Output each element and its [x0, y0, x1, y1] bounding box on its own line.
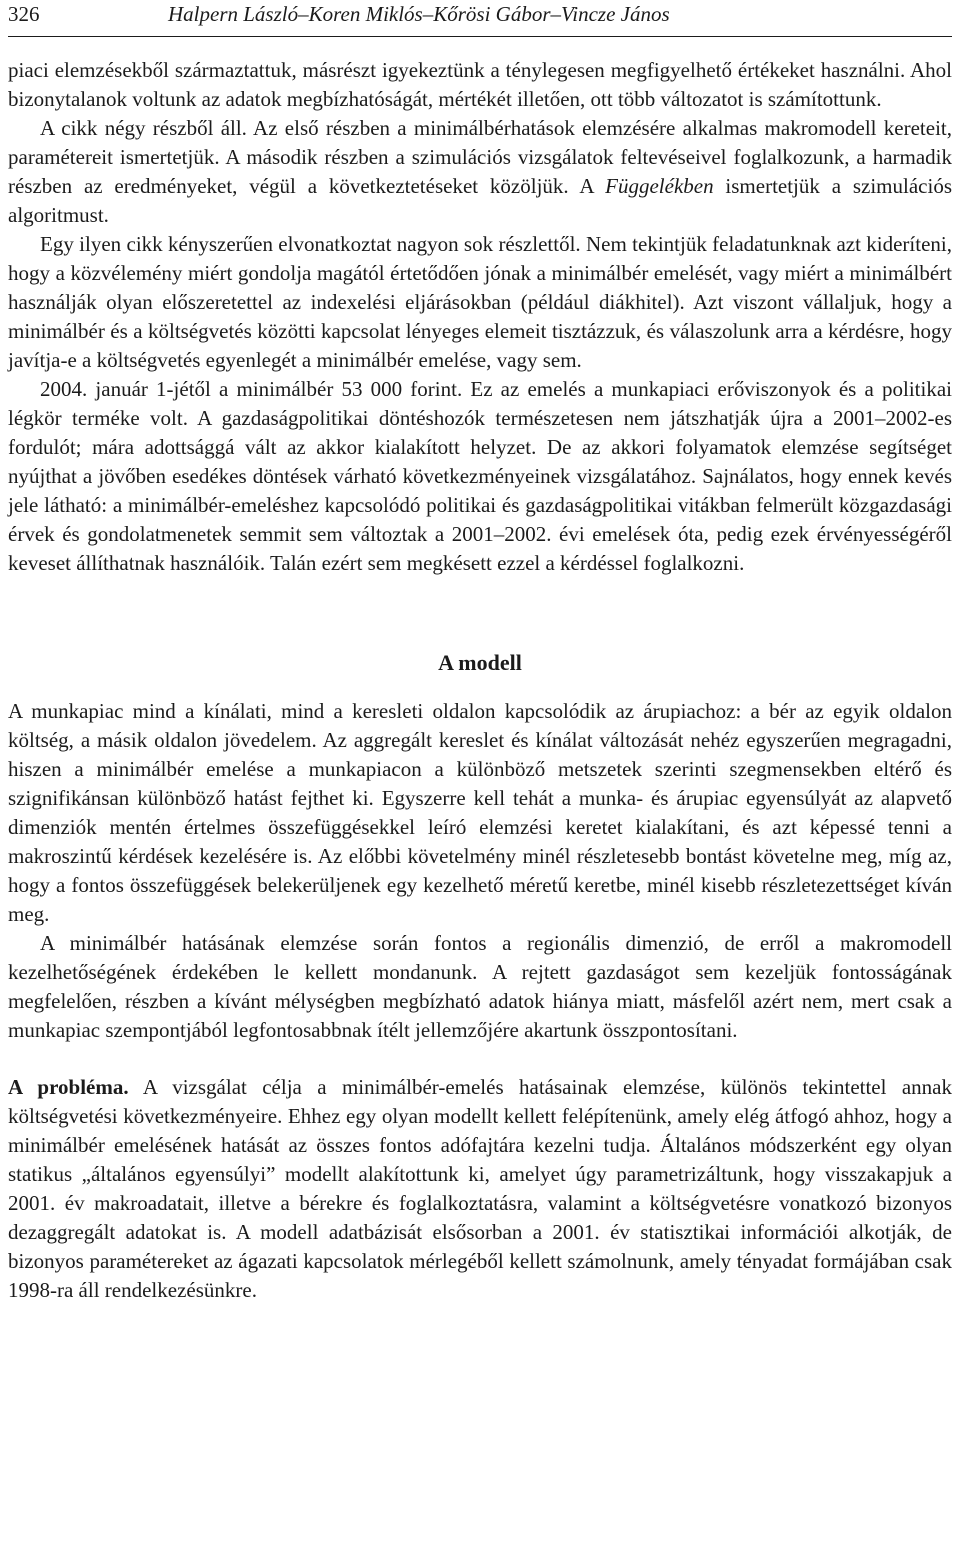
paragraph-2 — [8, 114, 952, 230]
paragraph-2-text-a: A cikk négy részből áll. Az első részben a minimálbérhatások elemzésére alkalmas makromodell kereteit, paramétereit ismertetjük. A második részben a szimulációs vizsgálatok feltevéseivel foglalkozunk, a harmadik részben az eredményeket, végül a következtetéseket közöljük. A — [8, 116, 952, 198]
paragraph-1: piaci elemzésekből származtattuk, másrészt igyekeztünk a ténylegesen megfigyelhető értékeket használni. Ahol bizonytalanok voltunk az adatok megbízhatóságát, mértékét illetően, ott több változatot is számítottunk. — [8, 58, 952, 111]
paragraph-2-text-b: ismertetjük a szimulációs algoritmust. — [8, 174, 952, 227]
problem-heading: A probléma. — [8, 1075, 129, 1099]
paragraph-7-text: A vizsgálat célja a minimálbér-emelés hatásainak elemzése, különös tekintettel annak költségvetési következményeire. Ehhez egy olyan modellt kellett felépítenünk, amely elég átfogó ahhoz, hogy a minimálbér emelésének hatását az összes fontos adófajtára kezelni tudja. Általános módszerként egy olyan statikus „általános egyensúlyi” modellt alakítottunk ki, amelyet úgy parametrizáltunk, hogy visszakapjuk a 2001. év makroadatait, illetve a bérekre és foglalkoztatásra, valamint a költségvetésre vonatkozó bizonyos dezaggregált adatokat is. A modell adatbázisát elsősorban a 2001. év statisztikai információi alkotják, de bizonyos paramétereket az ágazati kapcsolatok mérlegéből kellett számolnunk, amely tényadat formájában csak 1998-ra áll rendelkezésünkre. — [8, 1075, 952, 1302]
paragraph-3: Egy ilyen cikk kényszerűen elvonatkoztat nagyon sok részlettől. Nem tekintjük feladatunknak azt kideríteni, hogy a közvélemény miért gondolja magától értetődően jónak a minimálbér emelését, vagy miért a minimálbért használják olyan előszeretettel az indexelési eljárásokban (például diákhitel). Azt viszont vállaljuk, hogy a minimálbér és a költségvetés közötti kapcsolat lényeges elemeit tisztázzuk, és válaszolunk arra a kérdésre, hogy javítja-e a költségvetés egyenlegét a minimálbér emelése, vagy sem. — [8, 232, 952, 372]
paragraph-4: 2004. január 1-jétől a minimálbér 53 000 forint. Ez az emelés a munkapiaci erőviszonyok és a politikai légkör terméke volt. A gazdaságpolitikai döntéshozók természetesen nem játszhatják újra a 2001–2002-es fordulót; mára adottsággá vált az akkor kialakított helyzet. De az akkori folyamatok elemzése segítséget nyújthat a jövőben esedékes döntések várható következményeinek vizsgálatához. Sajnálatos, hogy ennek kevés jele látható: a minimálbér-emeléshez kapcsolódó politikai és gazdaságpolitikai vitákban felmerült közgazdasági érvek és gondolatmenetek semmit sem változtak a 2001–2002. évi emelések óta, pedig ezek érvényességéről keveset állíthatnak használóik. Talán ezért sem megkésett ezzel a kérdéssel foglalkozni. — [8, 377, 952, 575]
appendix-reference: Függelékben — [605, 174, 714, 198]
section-title: A modell — [438, 650, 522, 675]
body-text — [8, 56, 952, 1305]
page-header — [8, 0, 952, 37]
page-number: 326 — [8, 2, 40, 26]
paragraph-6: A minimálbér hatásának elemzése során fontos a regionális dimenzió, de erről a makromodell kezelhetőségének érdekében le kellett mondanunk. A rejtett gazdaságot sem kezeljük fontosságának megfelelően, részben a kívánt mélységben megbízható adatok hiánya miatt, másfelől azért nem, mert csak a munkapiac szempontjából legfontosabbnak ítélt jellemzőjére akartunk összpontosítani. — [8, 931, 952, 1042]
running-head: Halpern László–Koren Miklós–Kőrösi Gábor–Vincze János — [168, 2, 670, 26]
paragraph-gap — [8, 1045, 952, 1073]
paragraph-5: A munkapiac mind a kínálati, mind a keresleti oldalon kapcsolódik az árupiachoz: a bér az egyik oldalon költség, a másik oldalon jövedelem. Az aggregált kereslet és kínálat változását nehéz egyszerűen megragadni, hiszen a minimálbér emelése a munkapiacon a különböző metszetek szerinti szegmensekben eltérő és szignifikánsan különböző hatást fejthet ki. Egyszerre kell tehát a munka- és árupiac egyensúlyát az alapvető dimenziók mentén értelmes összefüggésekkel leíró elemzési keretet kialakítani, és azt képessé tenni a makroszintű kérdések kezelésére is. Az előbbi követelmény minél részletesebb bontást követelne meg, míg az, hogy a fontos összefüggések belekerüljenek egy kezelhető méretű keretbe, minél kisebb részletezettséget kíván meg. — [8, 699, 952, 926]
paragraph-7 — [8, 1073, 952, 1305]
